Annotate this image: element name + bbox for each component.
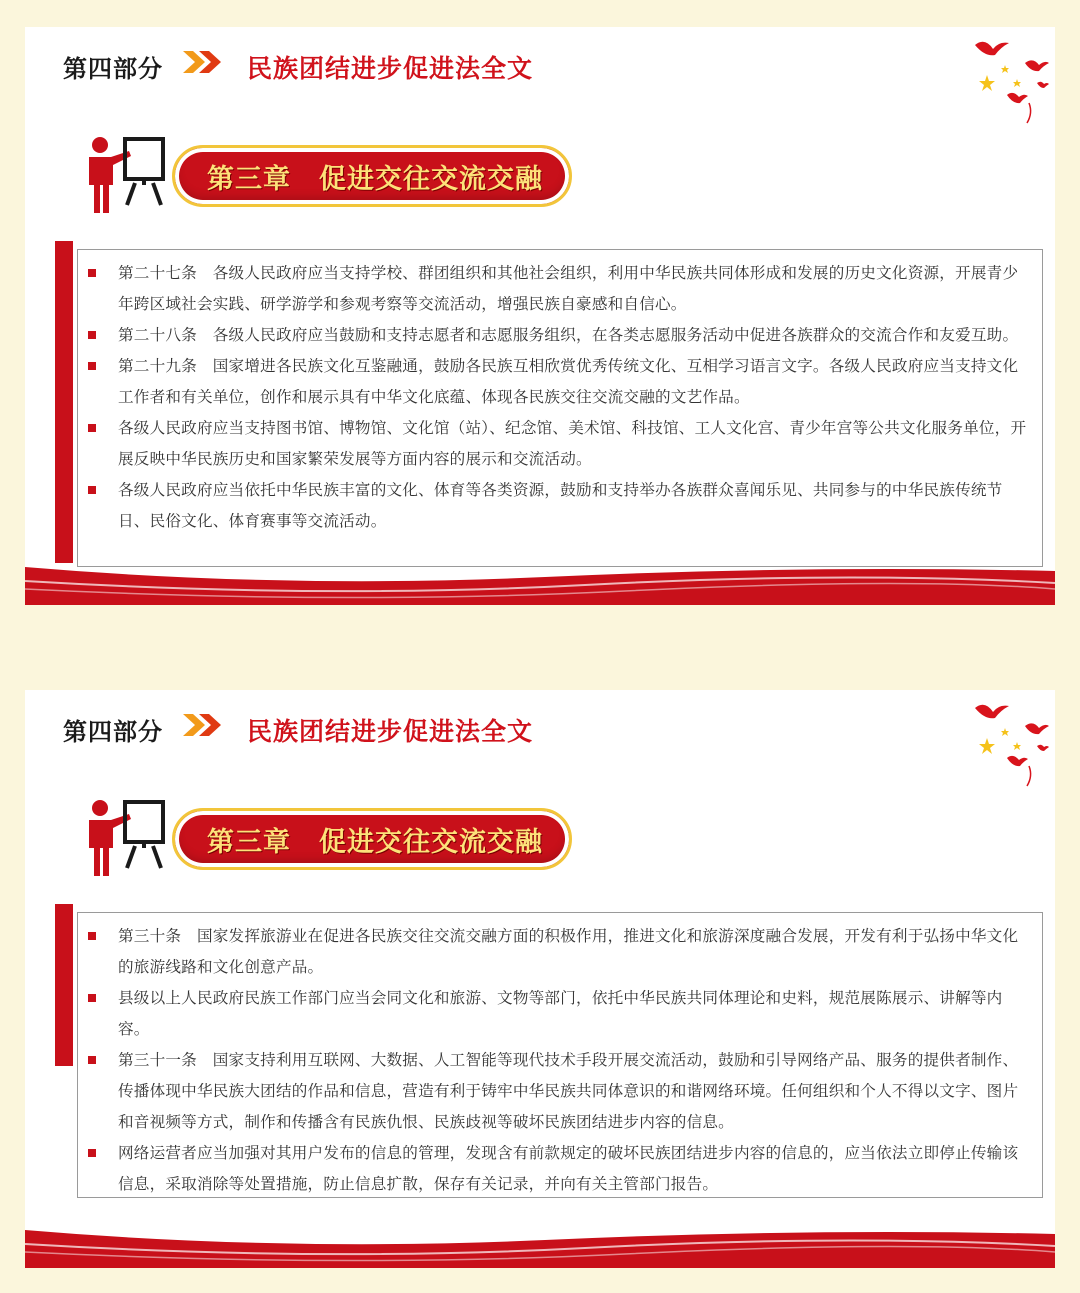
list-item <box>88 351 1030 413</box>
item-text: 各级人民政府应当依托中华民族丰富的文化、体育等各类资源，鼓励和支持举办各族群众喜闻乐见、共同参与的中华民族传统节日、民俗文化、体育赛事等交流活动。 <box>118 481 1003 530</box>
bullet-icon <box>88 424 96 432</box>
item-text: 县级以上人民政府民族工作部门应当会同文化和旅游、文物等部门，依托中华民族共同体理论和史料，规范展陈展示、讲解等内容。 <box>118 989 1003 1038</box>
item-text: 第二十八条 各级人民政府应当鼓励和支持志愿者和志愿服务组织，在各类志愿服务活动中促进各族群众的交流合作和友爱互助。 <box>118 326 1019 344</box>
bullet-icon <box>88 362 96 370</box>
chapter-banner <box>172 808 572 870</box>
bullet-icon <box>88 486 96 494</box>
part-title: 民族团结进步促进法全文 <box>247 717 534 746</box>
item-text: 第三十一条 国家支持利用互联网、大数据、人工智能等现代技术手段开展交流活动，鼓励和引导网络产品、服务的提供者制作、传播体现中华民族大团结的作品和信息，营造有利于铸牢中华民族共同体意识的和谐网络环境。任何组织和个人不得以文字、图片和音视频等方式，制作和传播含有民族仇恨、民族歧视等破坏民族团结进步内容的信息。 <box>118 1051 1019 1131</box>
double-chevron-icon <box>181 49 225 75</box>
chapter-banner <box>172 145 572 207</box>
list-item <box>88 921 1030 983</box>
list-item <box>88 413 1030 475</box>
bullet-icon <box>88 994 96 1002</box>
part-label: 第四部分 <box>63 718 163 746</box>
list-item <box>88 1045 1030 1138</box>
chapter-title: 第三章 促进交往交流交融 <box>207 163 543 195</box>
bullet-icon <box>88 1056 96 1064</box>
presenter-icon <box>83 798 169 878</box>
part-title: 民族团结进步促进法全文 <box>247 54 534 83</box>
red-wave-decoration <box>25 1222 1055 1268</box>
doves-stars-decoration <box>967 33 1049 125</box>
item-text: 各级人民政府应当支持图书馆、博物馆、文化馆（站）、纪念馆、美术馆、科技馆、工人文化宫、青少年宫等公共文化服务单位，开展反映中华民族历史和国家繁荣发展等方面内容的展示和交流活动。 <box>118 419 1027 468</box>
accent-bar <box>55 904 73 1066</box>
accent-bar <box>55 241 73 563</box>
presenter-icon <box>83 135 169 215</box>
article-box <box>77 912 1043 1198</box>
slide-1 <box>25 27 1055 605</box>
bullet-icon <box>88 331 96 339</box>
slide-2 <box>25 690 1055 1268</box>
red-wave-decoration <box>25 559 1055 605</box>
list-item <box>88 320 1030 351</box>
list-item <box>88 1138 1030 1200</box>
bullet-icon <box>88 1149 96 1157</box>
bullet-icon <box>88 269 96 277</box>
bullet-icon <box>88 932 96 940</box>
doves-stars-decoration <box>967 696 1049 788</box>
item-text: 第二十七条 各级人民政府应当支持学校、群团组织和其他社会组织，利用中华民族共同体形成和发展的历史文化资源，开展青少年跨区域社会实践、研学游学和参观考察等交流活动，增强民族自豪感和自信心。 <box>118 264 1019 313</box>
double-chevron-icon <box>181 712 225 738</box>
list-item <box>88 983 1030 1045</box>
part-label: 第四部分 <box>63 55 163 83</box>
item-text: 第二十九条 国家增进各民族文化互鉴融通，鼓励各民族互相欣赏优秀传统文化、互相学习语言文字。各级人民政府应当支持文化工作者和有关单位，创作和展示具有中华文化底蕴、体现各民族交往交流交融的文艺作品。 <box>118 357 1019 406</box>
item-text: 网络运营者应当加强对其用户发布的信息的管理，发现含有前款规定的破坏民族团结进步内容的信息的，应当依法立即停止传输该信息，采取消除等处置措施，防止信息扩散，保存有关记录，并向有关主管部门报告。 <box>118 1144 1019 1193</box>
list-item <box>88 258 1030 320</box>
item-text: 第三十条 国家发挥旅游业在促进各民族交往交流交融方面的积极作用，推进文化和旅游深度融合发展，开发有利于弘扬中华文化的旅游线路和文化创意产品。 <box>118 927 1019 976</box>
list-item <box>88 475 1030 537</box>
article-box <box>77 249 1043 567</box>
chapter-title: 第三章 促进交往交流交融 <box>207 826 543 858</box>
